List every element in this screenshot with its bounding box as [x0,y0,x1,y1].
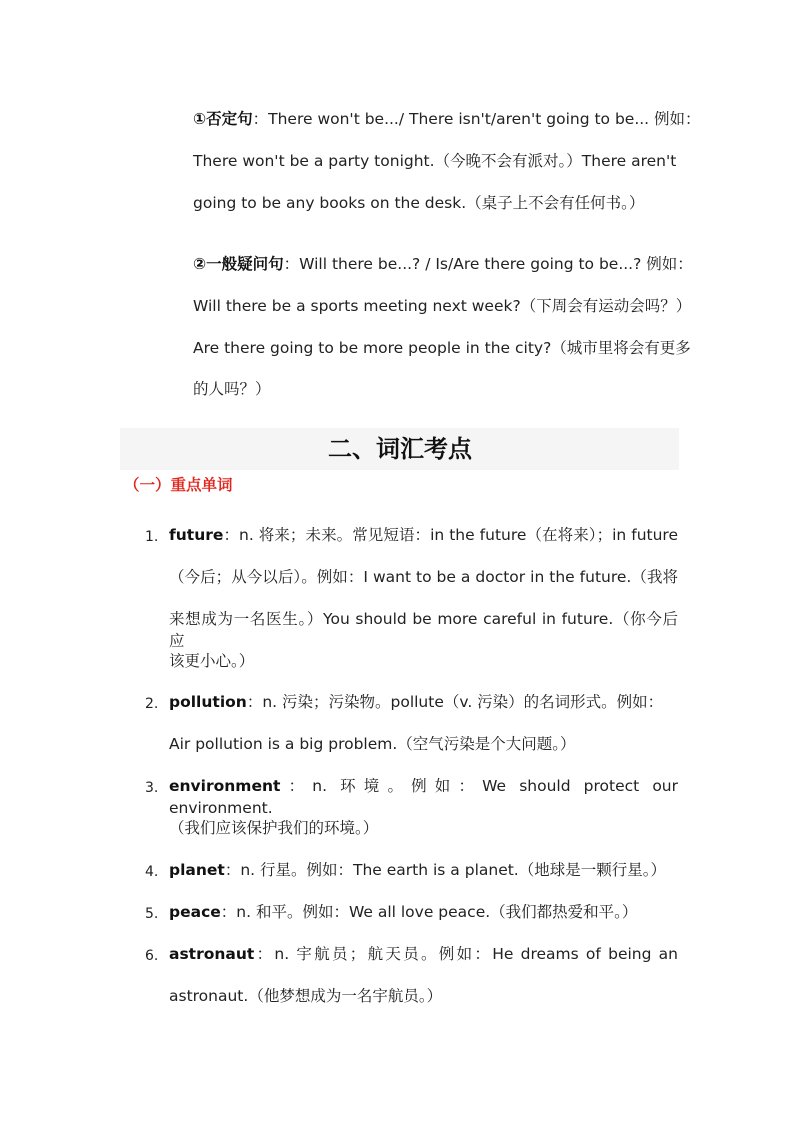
vocab-item-future-line-3: 来想成为一名医生。）You should be more careful in future.（你今后应 [169,610,678,650]
question-sentence-label: ②一般疑问句 [193,255,284,273]
negative-sentence-line-2: There won't be a party tonight.（今晚不会有派对。）There aren't [193,152,677,170]
vocab-item-future-line-4: 该更小心。） [169,652,255,670]
question-sentence-line-2: Will there be a sports meeting next week?（下周会有运动会吗？） [193,297,692,315]
section-title: 二、词汇考点 [328,435,472,463]
vocab-item-future-line-1: future：n. 将来；未来。常见短语：in the future（在将来）；in future [169,526,678,544]
vocab-word: planet [169,861,225,879]
vocab-word: future [169,526,224,544]
vocab-number: 1. [145,529,159,545]
negative-sentence-line-1 [193,108,701,130]
negative-sentence-label: ①否定句 [193,110,253,128]
question-sentence-pattern: ：Will there be...? / Is/Are there going to be...? 例如： [283,255,693,273]
vocab-item-pollution-line-1: pollution：n. 污染；污染物。pollute（v. 污染）的名词形式。例如： [169,693,664,711]
vocab-number: 3. [145,780,159,796]
vocab-number: 2. [145,696,159,712]
vocab-item-future-line-2: （今后；从今以后）。例如：I want to be a doctor in the future.（我将 [169,568,678,586]
vocab-word: astronaut [169,945,255,963]
negative-sentence-pattern: ：There won't be.../ There isn't/aren't going to be... 例如： [252,110,701,128]
vocab-item-peace-line-1: peace：n. 和平。例如：We all love peace.（我们都热爱和平。） [169,903,638,921]
vocab-item-pollution-line-2: Air pollution is a big problem.（空气污染是个大问题。） [169,735,576,753]
vocab-number: 5. [145,906,159,922]
vocab-word: environment [169,777,281,795]
question-sentence-line-4: 的人吗？） [193,380,271,398]
vocab-number: 6. [145,948,159,964]
vocab-item-astronaut-line-1: astronaut：n. 宇航员；航天员。例如：He dreams of being an [169,945,678,963]
vocab-word: pollution [169,693,247,711]
vocab-word: peace [169,903,221,921]
subsection-title: （一）重点单词 [124,476,233,494]
vocab-item-environment-line-1: environment：n. 环境。例如：We should protect our environment. [169,777,678,817]
negative-sentence-line-3: going to be any books on the desk.（桌子上不会有任何书。） [193,194,645,212]
vocab-number: 4. [145,864,159,880]
vocab-item-astronaut-line-2: astronaut.（他梦想成为一名宇航员。） [169,987,443,1005]
vocab-item-environment-line-2: （我们应该保护我们的环境。） [169,819,379,837]
question-sentence-line-3: Are there going to be more people in the city?（城市里将会有更多 [193,339,691,357]
question-sentence-line-1 [193,253,693,275]
vocab-item-planet-line-1: planet：n. 行星。例如：The earth is a planet.（地球是一颗行星。） [169,861,666,879]
